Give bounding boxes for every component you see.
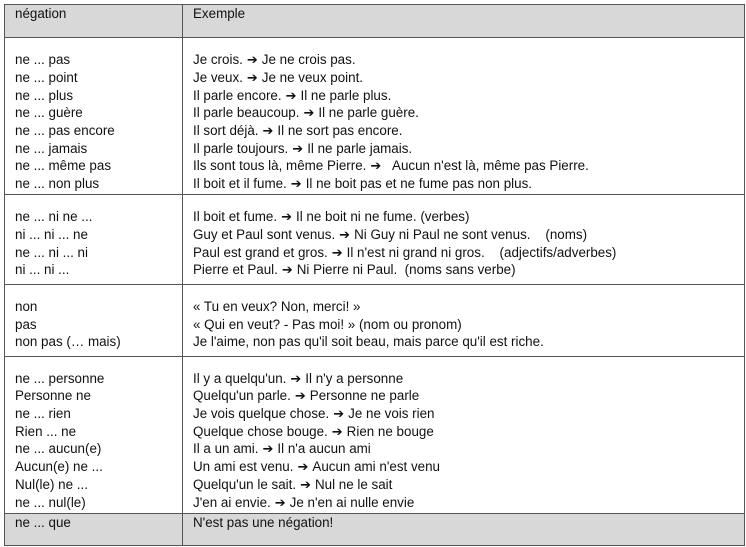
arrow-icon: ➔ [262,123,274,139]
forms-list [5,195,182,279]
example-line [193,226,744,244]
negative-sentence: Ni Guy ni Paul ne sont venus. (noms) [354,226,588,242]
arrow-icon: ➔ [290,370,302,386]
negative-sentence: Je ne crois pas. [261,52,356,68]
negation-form: ne ... rien [15,406,71,422]
example-line [193,104,744,122]
affirmative-sentence: Il parle beaucoup. [193,105,300,121]
negation-form: ne ... ni ne ... [15,209,93,225]
header-row [5,5,745,38]
affirmative-sentence: Il boit et fume. [193,209,278,225]
negation-form: pas [15,316,37,332]
header-example: Exemple [193,6,246,21]
example-line [193,157,744,175]
negative-sentence: Rien ne bouge [346,423,434,439]
arrow-icon: ➔ [246,52,258,68]
negation-table [4,4,745,546]
example-line [193,476,744,494]
negative-sentence: Aucun ami n'est venu [312,459,441,475]
examples-cell [183,285,745,357]
footer-form: ne ... que [15,514,71,530]
example-line [193,175,744,193]
negation-form: non pas (… mais) [15,334,121,350]
negative-sentence: Il ne sort pas encore. [277,123,403,139]
header-cell-negation [5,5,183,38]
example-line [193,208,744,226]
affirmative-sentence: Il sort déjà. [193,123,259,139]
group-row [5,285,745,357]
example-line [193,316,744,334]
forms-list [5,357,182,512]
example-line [193,261,744,279]
affirmative-sentence: Quelque chose bouge. [193,423,328,439]
arrow-icon: ➔ [292,140,304,156]
example-line [193,244,744,262]
example-text: « Qui en veut? - Pas moi! » (nom ou pronom) [193,316,462,332]
negation-form: ne ... ni ... ni [15,244,88,260]
negative-sentence: Je ne veux point. [261,69,364,85]
negative-sentence: Il ne parle guère. [318,105,419,121]
arrow-icon: ➔ [281,209,293,225]
example-line [193,87,744,105]
negative-sentence: Il n'est ni grand ni gros. (adjectifs/adverbes) [346,244,617,260]
example-line [193,458,744,476]
negation-form: Aucun(e) ne ... [15,459,103,475]
affirmative-sentence: Il y a quelqu'un. [193,370,287,386]
affirmative-sentence: Il a un ami. [193,441,259,457]
arrow-icon: ➔ [331,244,343,260]
affirmative-sentence: Quelqu'un parle. [193,388,291,404]
footer-row [5,513,745,545]
arrow-icon: ➔ [285,87,297,103]
negative-sentence: Personne ne parle [309,388,420,404]
arrow-icon: ➔ [297,459,309,475]
negative-sentence: Il n'a aucun ami [277,441,371,457]
negation-form: ne ... personne [15,370,105,386]
group-row [5,195,745,285]
footer-note: N'est pas une négation! [193,514,334,530]
negation-form: non [15,299,38,315]
negative-sentence: Il ne boit ni ne fume. (verbes) [296,209,470,225]
affirmative-sentence: Il parle encore. [193,87,282,103]
examples-list [183,38,744,193]
examples-list [183,285,744,351]
negation-form: ne ... point [15,69,78,85]
arrow-icon: ➔ [333,406,345,422]
negative-sentence: Aucun n'est là, même pas Pierre. [385,158,589,174]
example-line [193,51,744,69]
negative-sentence: Il ne parle plus. [300,87,392,103]
arrow-icon: ➔ [262,441,274,457]
arrow-icon: ➔ [246,69,258,85]
negation-form: ne ... aucun(e) [15,441,102,457]
affirmative-sentence: Je veux. [193,69,243,85]
arrow-icon: ➔ [300,476,311,492]
negation-form: ne ... pas encore [15,123,115,139]
header-cell-example [183,5,745,38]
affirmative-sentence: J'en ai envie. [193,494,271,510]
negative-sentence: Je n'en ai nulle envie [289,494,415,510]
affirmative-sentence: Il boit et il fume. [193,176,287,192]
example-line [193,494,744,512]
arrow-icon: ➔ [274,494,286,510]
arrow-icon: ➔ [281,262,293,278]
negative-sentence: Il ne boit pas et ne fume pas non plus. [305,176,532,192]
negation-form: ne ... même pas [15,158,112,174]
negation-form: ne ... jamais [15,140,88,156]
examples-cell [183,38,745,195]
negation-form: ne ... nul(le) [15,494,86,510]
forms-cell [5,195,183,285]
forms-cell [5,38,183,195]
arrow-icon: ➔ [303,105,315,121]
example-line [193,69,744,87]
arrow-icon: ➔ [339,226,351,242]
affirmative-sentence: Un ami est venu. [193,459,294,475]
negation-form: Nul(le) ne ... [15,476,88,492]
negative-sentence: Nul ne le sait [314,476,393,492]
examples-cell [183,195,745,285]
affirmative-sentence: Quelqu'un le sait. [193,476,297,492]
arrow-icon: ➔ [294,388,306,404]
negation-form: ni ... ni ... ne [15,226,88,242]
example-line [193,405,744,423]
forms-cell [5,356,183,513]
negation-form: Rien ... ne [15,423,77,439]
affirmative-sentence: Guy et Paul sont venus. [193,226,336,242]
negation-form: ni ... ni ... [15,262,70,278]
negation-form: Personne ne [15,388,91,404]
affirmative-sentence: Je vois quelque chose. [193,406,330,422]
negation-form: ne ... guère [15,105,83,121]
footer-cell-form [5,513,183,545]
group-row [5,356,745,513]
example-line [193,122,744,140]
header-negation: négation [15,6,67,21]
example-line [193,370,744,388]
arrow-icon: ➔ [370,158,382,174]
affirmative-sentence: Il parle toujours. [193,140,289,156]
examples-cell [183,356,745,513]
affirmative-sentence: Je crois. [193,52,243,68]
negative-sentence: Il ne parle jamais. [307,140,413,156]
negative-sentence: Ni Pierre ni Paul. (noms sans verbe) [296,262,516,278]
example-line [193,387,744,405]
example-line [193,140,744,158]
example-text: Je l'aime, non pas qu'il soit beau, mais parce qu'il est riche. [193,334,544,350]
example-text: « Tu en veux? Non, merci! » [193,299,361,315]
examples-list [183,357,744,512]
negation-form: ne ... non plus [15,176,100,192]
forms-list [5,38,182,193]
forms-list [5,285,182,351]
affirmative-sentence: Paul est grand et gros. [193,244,328,260]
arrow-icon: ➔ [331,423,343,439]
affirmative-sentence: Ils sont tous là, même Pierre. [193,158,367,174]
example-line [193,298,744,316]
negation-form: ne ... pas [15,52,71,68]
negative-sentence: Je ne vois rien [348,406,435,422]
footer-cell-note [183,513,745,545]
negation-form: ne ... plus [15,87,74,103]
negative-sentence: Il n'y a personne [305,370,404,386]
examples-list [183,195,744,279]
arrow-icon: ➔ [290,176,302,192]
example-line [193,423,744,441]
example-line [193,440,744,458]
forms-cell [5,285,183,357]
affirmative-sentence: Pierre et Paul. [193,262,278,278]
example-line [193,333,744,351]
group-row [5,38,745,195]
